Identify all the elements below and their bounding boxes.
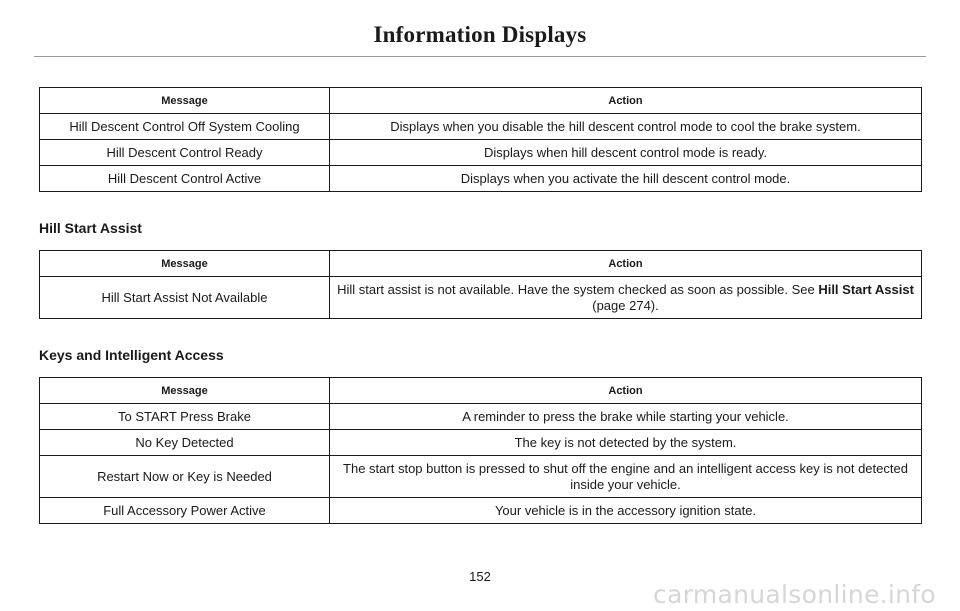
- table-header-row: [40, 378, 922, 404]
- message-cell: Hill Descent Control Off System Cooling: [40, 114, 330, 140]
- action-cell: The key is not detected by the system.: [330, 430, 922, 456]
- page-reference: (page 274).: [592, 297, 659, 313]
- message-cell: No Key Detected: [40, 430, 330, 456]
- keys-access-table: [39, 377, 922, 524]
- column-header-action: Action: [330, 88, 922, 114]
- action-text: Hill start assist is not available. Have the system checked as soon as possible. See: [337, 281, 819, 297]
- message-cell: Hill Descent Control Active: [40, 166, 330, 192]
- table-row: [40, 404, 922, 430]
- keys-access-section: [39, 345, 921, 524]
- column-header-message: Message: [40, 88, 330, 114]
- cross-reference-link[interactable]: Hill Start Assist: [818, 281, 914, 297]
- message-cell: Hill Start Assist Not Available: [40, 277, 330, 319]
- action-cell: The start stop button is pressed to shut off the engine and an intelligent access key is not detected inside your vehicle.: [330, 456, 922, 498]
- column-header-message: Message: [40, 251, 330, 277]
- page-title: Information Displays: [373, 22, 587, 47]
- section-heading-keys-access: Keys and Intelligent Access: [39, 347, 224, 363]
- section-heading-hill-start: Hill Start Assist: [39, 220, 142, 236]
- hill-descent-section: [39, 87, 921, 192]
- page-number: 152: [469, 569, 491, 584]
- table-row: [40, 277, 922, 319]
- header-rule: [34, 56, 926, 57]
- message-cell: Restart Now or Key is Needed: [40, 456, 330, 498]
- hill-start-table: [39, 250, 922, 319]
- message-cell: Hill Descent Control Ready: [40, 140, 330, 166]
- hill-descent-table: [39, 87, 922, 192]
- table-row: [40, 140, 922, 166]
- column-header-message: Message: [40, 378, 330, 404]
- table-header-row: [40, 88, 922, 114]
- table-row: [40, 456, 922, 498]
- action-cell: [330, 277, 922, 319]
- hill-start-section: [39, 218, 921, 319]
- action-cell: Displays when hill descent control mode is ready.: [330, 140, 922, 166]
- table-row: [40, 114, 922, 140]
- column-header-action: Action: [330, 378, 922, 404]
- message-cell: To START Press Brake: [40, 404, 330, 430]
- table-row: [40, 430, 922, 456]
- message-cell: Full Accessory Power Active: [40, 498, 330, 524]
- action-cell: A reminder to press the brake while starting your vehicle.: [330, 404, 922, 430]
- action-cell: Displays when you activate the hill descent control mode.: [330, 166, 922, 192]
- action-cell: Displays when you disable the hill descent control mode to cool the brake system.: [330, 114, 922, 140]
- column-header-action: Action: [330, 251, 922, 277]
- table-header-row: [40, 251, 922, 277]
- table-row: [40, 498, 922, 524]
- watermark: carmanualsonline.info: [653, 580, 936, 609]
- action-cell: Your vehicle is in the accessory ignition state.: [330, 498, 922, 524]
- page-header: [0, 0, 960, 58]
- table-row: [40, 166, 922, 192]
